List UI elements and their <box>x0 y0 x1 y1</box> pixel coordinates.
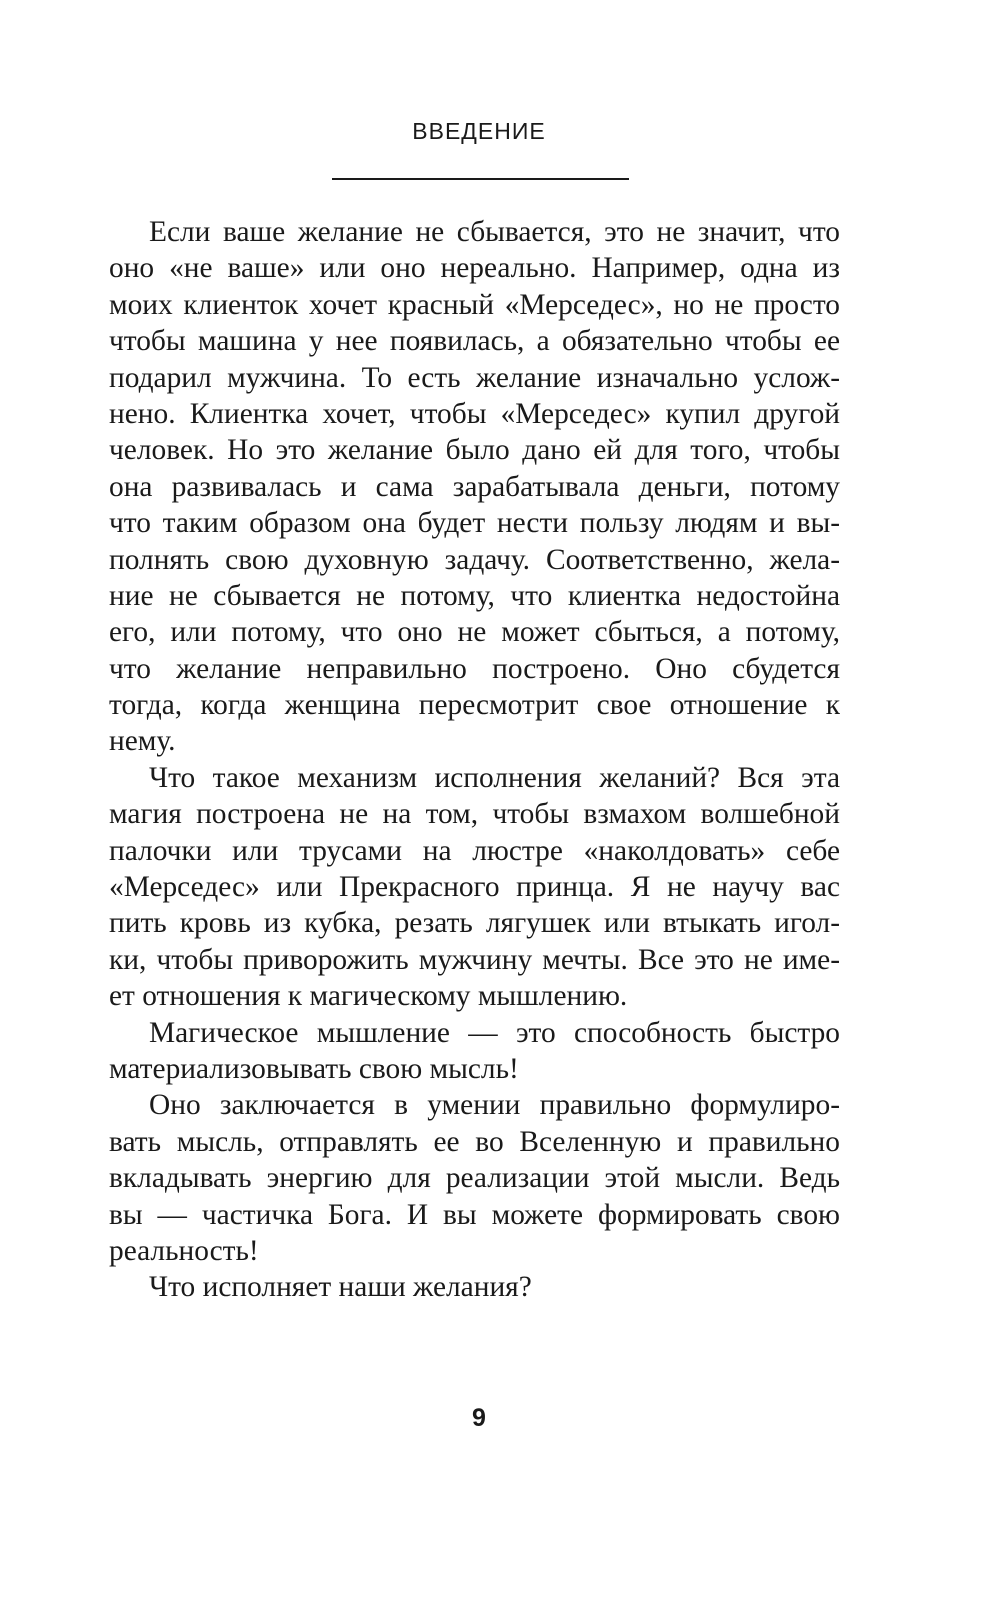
text-line: подарил мужчина. То есть желание изначально услож- <box>109 361 840 394</box>
text-line: ние не сбывается не потому, что клиентка недостойна <box>109 579 840 612</box>
running-head: ВВЕДЕНИЕ <box>412 118 546 144</box>
text-line: тогда, когда женщина пересмотрит свое отношение к <box>109 689 840 722</box>
text-line: вкладывать энергию для реализации этой мысли. Ведь <box>109 1162 840 1195</box>
text-line: чтобы машина у нее появилась, а обязательно чтобы ее <box>109 325 840 358</box>
text-line: ки, чтобы приворожить мужчину мечты. Все это не име- <box>109 943 840 976</box>
text-line: что таким образом она будет нести пользу людям и вы- <box>109 507 840 540</box>
text-line: нено. Клиентка хочет, чтобы «Мерседес» купил другой <box>109 397 840 430</box>
text-line: Что такое механизм исполнения желаний? Вся эта <box>149 761 840 794</box>
text-line: ет отношения к магическому мышлению. <box>109 980 628 1013</box>
text-line: полнять свою духовную задачу. Соответственно, жела- <box>109 543 840 576</box>
text-line: пить кровь из кубка, резать лягушек или втыкать игол- <box>109 907 840 940</box>
text-line: моих клиенток хочет красный «Мерседес», но не просто <box>109 288 840 321</box>
text-line: нему. <box>109 725 176 758</box>
text-line: человек. Но это желание было дано ей для того, чтобы <box>109 434 840 467</box>
text-line: Если ваше желание не сбывается, это не значит, что <box>149 216 840 248</box>
text-line: Оно заключается в умении правильно формулиро- <box>149 1089 840 1122</box>
text-line: она развивалась и сама зарабатывала деньги, потому <box>109 470 840 503</box>
text-line: реальность! <box>109 1234 259 1267</box>
text-line: вы — частичка Бога. И вы можете формировать свою <box>109 1198 840 1231</box>
text-line: оно «не ваше» или оно нереально. Например, одна из <box>109 252 840 285</box>
text-line: магия построена не на том, чтобы взмахом волшебной <box>109 798 840 831</box>
text-line: палочки или трусами на люстре «наколдовать» себе <box>109 834 840 867</box>
text-line: его, или потому, что оно не может сбыться, а потому, <box>109 616 840 649</box>
page-number: 9 <box>472 1404 486 1432</box>
text-line: вать мысль, отправлять ее во Вселенную и правильно <box>109 1125 840 1158</box>
body-text <box>109 214 840 1306</box>
text-line: Магическое мышление — это способность быстро <box>149 1016 840 1049</box>
header-rule <box>332 178 629 180</box>
text-line: Что исполняет наши желания? <box>149 1271 532 1304</box>
text-line: что желание неправильно построено. Оно сбудется <box>109 652 840 685</box>
text-line: материализовывать свою мысль! <box>109 1052 519 1085</box>
text-line: «Мерседес» или Прекрасного принца. Я не научу вас <box>109 871 840 904</box>
